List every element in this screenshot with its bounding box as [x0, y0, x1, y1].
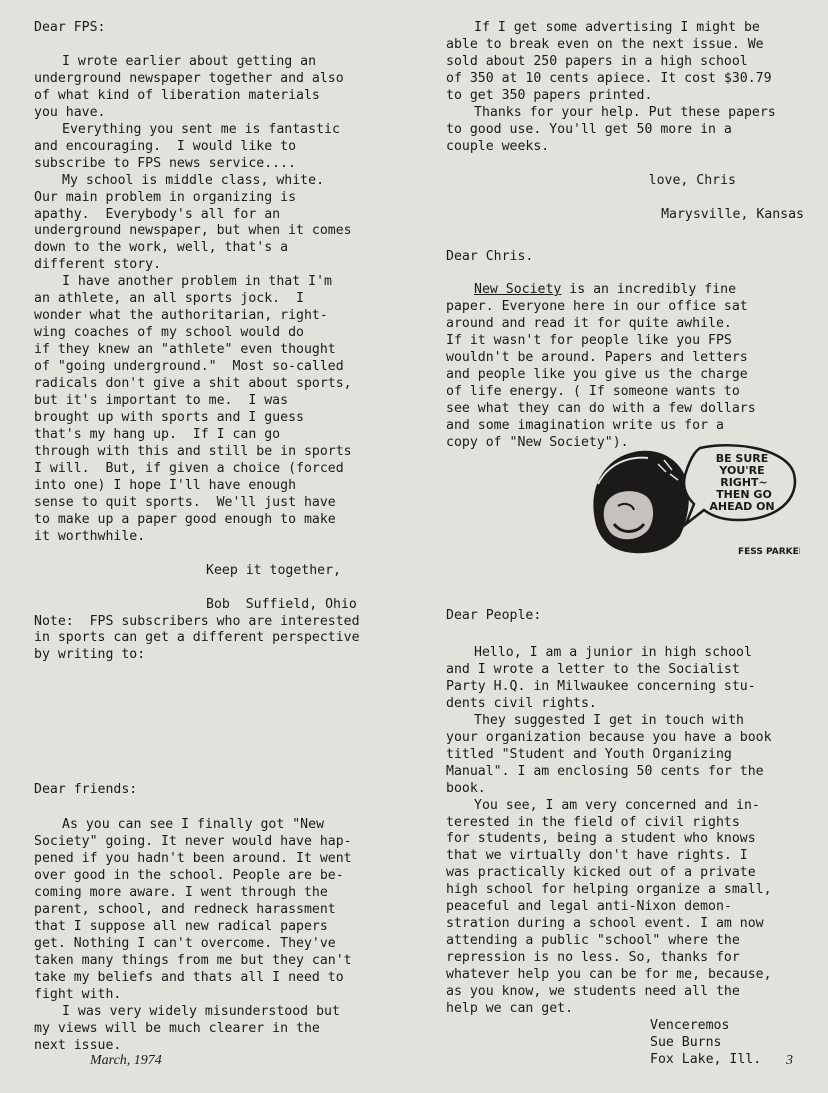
text-line: wonder what the authoritarian, right-	[34, 308, 328, 324]
text-line: different story.	[34, 257, 162, 273]
text-line: stration during a school event. I am now	[446, 916, 764, 932]
text-line: of 350 at 10 cents apiece. It cost $30.79	[446, 70, 772, 86]
text-line: coming more aware. I went through the	[34, 885, 328, 901]
text-line: copy of "New Society").	[446, 435, 629, 451]
text-line: around and read it for quite awhile.	[446, 316, 732, 332]
text-line: of life energy. ( If someone wants to	[446, 384, 740, 400]
letter1-salutation: Dear FPS:	[34, 20, 106, 35]
fess-parker-cartoon	[588, 444, 800, 557]
issue-date: March, 1974	[90, 1053, 162, 1068]
text-line: sold about 250 papers in a high school	[446, 53, 748, 69]
text-line: that's my hang up. If I can go	[34, 426, 281, 442]
text-line: Our main problem in organizing is	[34, 189, 297, 205]
publication-title: New Society	[474, 282, 562, 298]
text-line: repression is no less. So, thanks for	[446, 950, 740, 966]
text-line: book.	[446, 780, 486, 796]
text-line: of "going underground." Most so-called	[34, 359, 344, 375]
text-line: that I suppose all new radical papers	[34, 919, 328, 935]
text-line: and people like you give us the charge	[446, 367, 748, 383]
text-line: you have.	[34, 104, 106, 120]
letter1-signature: Bob Suffield, Ohio	[206, 596, 357, 612]
text-line: I have another problem in that I'm	[62, 274, 332, 290]
text-line: underground newspaper together and also	[34, 70, 344, 86]
text-line: it worthwhile.	[34, 528, 146, 544]
text-line: underground newspaper, but when it comes	[34, 223, 352, 239]
text-line: was practically kicked out of a private	[446, 865, 756, 881]
text-line: next issue.	[34, 1037, 122, 1053]
text-line: and I wrote a letter to the Socialist	[446, 661, 740, 677]
text-line: if they knew an "athlete" even thought	[34, 342, 336, 358]
text-line: help we can get.	[446, 1000, 574, 1016]
text-line: that we virtually don't have rights. I	[446, 848, 748, 864]
text-line: radicals don't give a shit about sports,	[34, 376, 352, 392]
letter1-body	[34, 54, 394, 546]
text-line: see what they can do with a few dollars	[446, 401, 756, 417]
text-line: attending a public "school" where the	[446, 933, 740, 949]
text-line: I was very widely misunderstood but	[62, 1003, 340, 1019]
text-line: to make up a paper good enough to make	[34, 511, 336, 527]
text-line: of what kind of liberation materials	[34, 87, 320, 103]
letter1-closing: Keep it together,	[206, 562, 341, 578]
text-line: by writing to:	[34, 647, 146, 663]
text-line: Society" going. It never would have hap-	[34, 834, 352, 850]
caption-line: THEN GO	[716, 488, 772, 501]
text-line: sense to quit sports. We'll just have	[34, 494, 336, 510]
text-line: I wrote earlier about getting an	[62, 53, 317, 69]
text-line: taken many things from me but they can't	[34, 952, 352, 968]
text-line: If it wasn't for people like you FPS	[446, 333, 732, 349]
letter2-salutation: Dear friends:	[34, 782, 138, 798]
text-line: Note: FPS subscribers who are interested	[34, 613, 360, 629]
letter3-paragraph	[446, 645, 806, 713]
text-line: couple weeks.	[446, 138, 550, 154]
left-column	[34, 20, 394, 1055]
letter1-paragraph	[34, 54, 394, 122]
text-line: to get 350 papers printed.	[446, 87, 653, 103]
text-line: take my beliefs and thats all I need to	[34, 969, 344, 985]
text-line: As you can see I finally got "New	[62, 817, 325, 833]
text-line: subscribe to FPS news service....	[34, 155, 297, 171]
text-line: whatever help you can be for me, because,	[446, 967, 772, 983]
text-line: dents civil rights.	[446, 695, 597, 711]
letter3-signature-place: Fox Lake, Ill.	[650, 1051, 762, 1067]
text-line: as you know, we students need all the	[446, 984, 740, 1000]
page-number: 3	[786, 1053, 793, 1068]
text-line: in sports can get a different perspective	[34, 630, 360, 646]
caption-line: RIGHT~	[720, 476, 768, 489]
text-line: Everything you sent me is fantastic	[62, 121, 340, 137]
cartoon-credit: FESS PARKER	[738, 547, 800, 557]
text-line: Thanks for your help. Put these papers	[474, 104, 776, 120]
text-line: Manual". I am enclosing 50 cents for the	[446, 763, 764, 779]
letter1-paragraph	[34, 274, 394, 545]
text-line: wing coaches of my school would do	[34, 325, 304, 341]
text-line: You see, I am very concerned and in-	[474, 797, 760, 813]
reply-body	[446, 282, 806, 452]
letter2-body	[34, 817, 394, 1054]
text-line: parent, school, and redneck harassment	[34, 902, 336, 918]
text-line: pened if you hadn't been around. It went	[34, 851, 352, 867]
text-line: Party H.Q. in Milwaukee concerning stu-	[446, 678, 756, 694]
text-line: My school is middle class, white.	[62, 172, 325, 188]
text-line: my views will be much clearer in the	[34, 1020, 320, 1036]
text-line: peaceful and legal anti-Nixon demon-	[446, 899, 732, 915]
letter2-paragraph	[34, 817, 394, 1003]
text-line: down to the work, well, that's a	[34, 240, 289, 256]
text-line: to good use. You'll get 50 more in a	[446, 121, 732, 137]
text-line: your organization because you have a book	[446, 729, 772, 745]
text-line: but it's important to me. I was	[34, 393, 289, 409]
text-line: They suggested I get in touch with	[474, 712, 744, 728]
text-line: an athlete, an all sports jock. I	[34, 291, 304, 307]
text-line: Hello, I am a junior in high school	[474, 644, 752, 660]
text-line: paper. Everyone here in our office sat	[446, 299, 748, 315]
text-line: brought up with sports and I guess	[34, 409, 304, 425]
letter3-closing: Venceremos	[650, 1017, 730, 1033]
caption-line: BE SURE	[715, 452, 769, 465]
text-fragment: is an incredibly fine	[561, 282, 737, 298]
text-line: fight with.	[34, 986, 122, 1002]
text-line: high school for helping organize a small,	[446, 882, 772, 898]
letter3-body	[446, 645, 806, 1018]
text-line	[446, 282, 806, 299]
text-line: and encouraging. I would like to	[34, 138, 297, 154]
text-line: wouldn't be around. Papers and letters	[446, 350, 748, 366]
text-line: through with this and still be in sports	[34, 443, 352, 459]
letter3-paragraph	[446, 713, 806, 798]
reply-salutation: Dear Chris.	[446, 248, 534, 264]
cartoon-drawing	[588, 444, 800, 557]
text-line: apathy. Everybody's all for an	[34, 206, 281, 222]
letter2-continued	[446, 20, 806, 156]
letter3-paragraph	[446, 798, 806, 1018]
letter3-signature-name: Sue Burns	[650, 1034, 722, 1050]
letter2-paragraph	[446, 20, 806, 105]
text-line: and some imagination write us for a	[446, 418, 724, 434]
text-line: terested in the field of civil rights	[446, 814, 740, 830]
text-line: for students, being a student who knows	[446, 831, 756, 847]
letter2-paragraph	[34, 1004, 394, 1055]
text-line: titled "Student and Youth Organizing	[446, 746, 732, 762]
text-line: If I get some advertising I might be	[474, 20, 760, 35]
text-line: over good in the school. People are be-	[34, 868, 344, 884]
letter1-note	[34, 614, 394, 665]
letter3-salutation: Dear People:	[446, 608, 542, 624]
letter2-closing: love, Chris	[648, 172, 736, 188]
text-line: get. Nothing I can't overcome. They've	[34, 935, 336, 951]
text-line: able to break even on the next issue. We	[446, 36, 764, 52]
letter2-paragraph	[446, 105, 806, 156]
text-line: into one) I hope I'll have enough	[34, 477, 297, 493]
caption-line: YOU'RE	[719, 464, 765, 477]
letter1-paragraph	[34, 122, 394, 173]
letter2-signature: Marysville, Kansas	[661, 206, 804, 222]
caption-line: AHEAD ON	[709, 500, 775, 513]
letter1-paragraph	[34, 173, 394, 275]
text-line: I will. But, if given a choice (forced	[34, 460, 344, 476]
